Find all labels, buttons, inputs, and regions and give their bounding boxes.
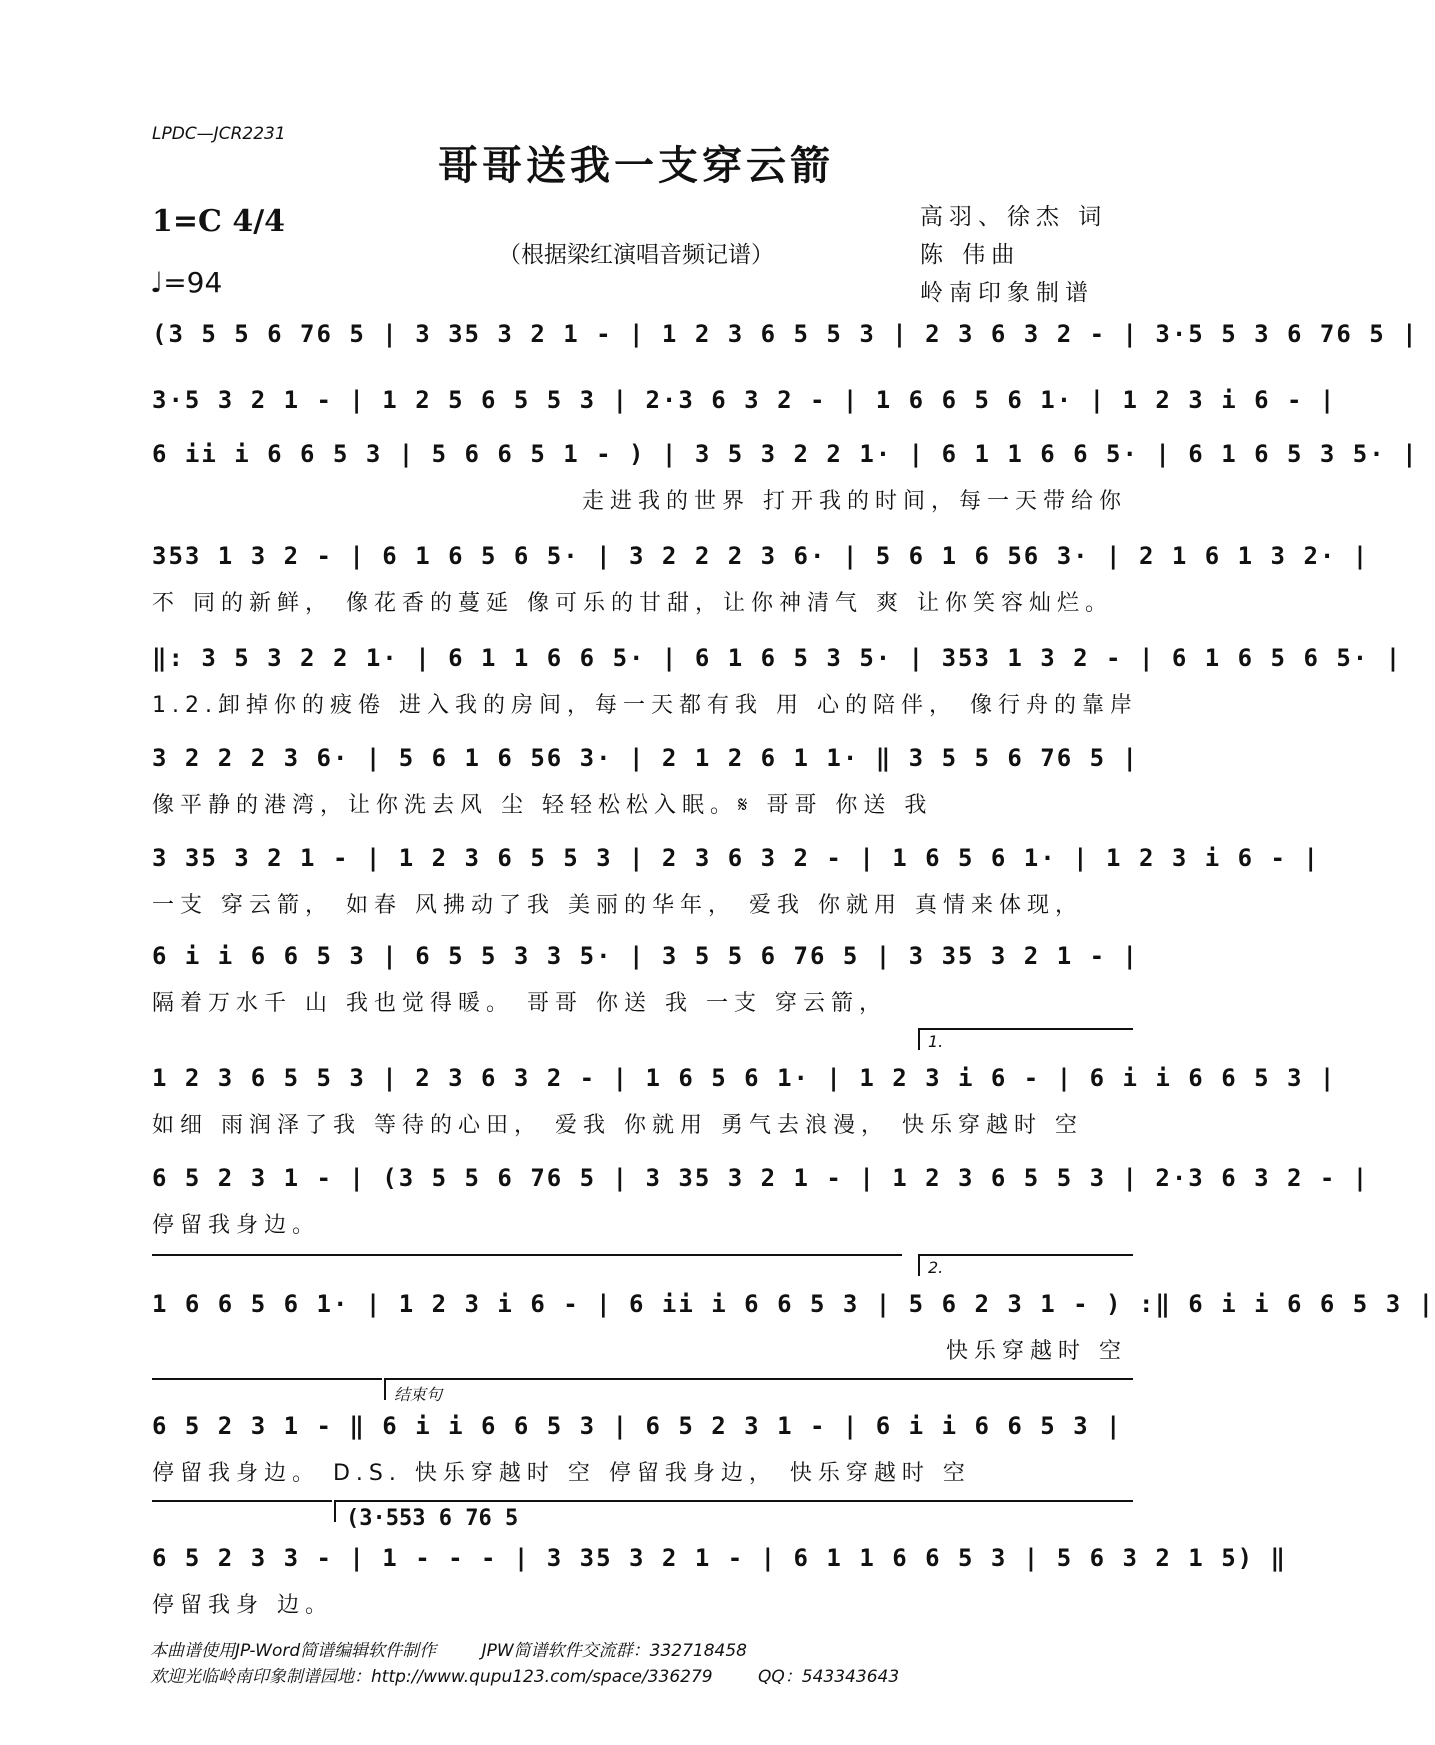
lyric-line: 停留我身边。 D.S. 快乐穿越时 空 停留我身边， 快乐穿越时 空 [152,1461,971,1486]
footer-line-2 [150,1662,899,1687]
notation-line: 6 i i 6 6 5 3 | 6 5 5 3 3 5· | 3 5 5 6 76 5 | 3 35 3 2 1 - | [152,942,1139,970]
lyric-line: 像平静的港湾，让你洗去风 尘 轻轻松松入眠。𝄋 哥哥 你送 我 [152,793,933,818]
notation-line: 3 35 3 2 1 - | 1 2 3 6 5 5 3 | 2 3 6 3 2 - | 1 6 5 6 1· | 1 2 3 i 6 - | [152,844,1320,872]
score-row-4 [152,542,1370,642]
notation-line: (3 5 5 6 76 5 | 3 35 3 2 1 - | 1 2 3 6 5 5 3 | 2 3 6 3 2 - | 3·5 5 3 6 76 5 | [152,320,1419,348]
footer-website: 欢迎光临岭南印象制谱园地：http://www.qupu123.com/space/336279 [150,1667,713,1687]
ossia-notes: (3·553 6 76 5 [346,1506,519,1531]
notation-line: 3 2 2 2 3 6· | 5 6 1 6 56 3· | 2 1 2 6 1 1· ‖ 3 5 5 6 76 5 | [152,744,1139,772]
score-row-10 [152,1164,1370,1264]
notation-line: 3·5 3 2 1 - | 1 2 5 6 5 5 3 | 2·3 6 3 2 - | 1 6 6 5 6 1· | 1 2 3 i 6 - | [152,386,1337,414]
footer-group: JPW简谱软件交流群：332718458 [481,1641,747,1661]
score-row-12 [152,1412,1127,1512]
notation-line: 6 5 2 3 1 - | (3 5 5 6 76 5 | 3 35 3 2 1 - | 1 2 3 6 5 5 3 | 2·3 6 3 2 - | [152,1164,1370,1192]
lyric-line: 如细 雨润泽了我 等待的心田， 爱我 你就用 勇气去浪漫， 快乐穿越时 空 [152,1113,1083,1138]
first-ending-bracket: 1. [918,1028,1133,1050]
score-row-9 [152,1064,1337,1164]
notation-line: 1 2 3 6 5 5 3 | 2 3 6 3 2 - | 1 6 5 6 1· | 1 2 3 i 6 - | 6 i i 6 6 5 3 | [152,1064,1337,1092]
score-row-11 [152,1290,1435,1390]
score-row-5 [152,644,1403,744]
lyric-line: 停留我身 边。 [152,1593,333,1618]
score-code: LPDC—JCR2231 [152,124,286,144]
footer-qq: QQ：543343643 [758,1667,900,1687]
coda-bracket: 结束句 [384,1378,1133,1400]
lyric-line: 隔着万水千 山 我也觉得暖。 哥哥 你送 我 一支 穿云箭， [152,991,887,1016]
lyricist: 高羽、徐杰 词 [920,204,1108,230]
lyric-line: 一支 穿云箭， 如春 风拂动了我 美丽的华年， 爱我 你就用 真情来体现， [152,893,1083,918]
tempo-marking: ♩=94 [150,266,223,299]
lyric-line: 走进我的世界 打开我的时间，每一天带给你 [582,489,1127,514]
page-title: 哥哥送我一支穿云箭 [438,142,834,189]
notation-line: 1 6 6 5 6 1· | 1 2 3 i 6 - | 6 ii i 6 6 5 3 | 5 6 2 3 1 - ) :‖ 6 i i 6 6 5 3 | [152,1290,1435,1318]
engraver: 岭南印象制谱 [920,280,1094,306]
footer-line-1 [150,1636,747,1661]
source-note: （根据梁红演唱音频记谱） [498,242,774,268]
staff-line [152,1500,332,1502]
notation-line: 6 ii i 6 6 5 3 | 5 6 6 5 1 - ) | 3 5 3 2 2 1· | 6 1 1 6 6 5· | 6 1 6 5 3 5· | [152,440,1419,468]
score-row-7 [152,844,1320,944]
notation-line: 353 1 3 2 - | 6 1 6 5 6 5· | 3 2 2 2 3 6· | 5 6 1 6 56 3· | 2 1 6 1 3 2· | [152,542,1370,570]
lyric-line: 1.2.卸掉你的疲倦 进入我的房间，每一天都有我 用 心的陪伴， 像行舟的靠岸 [152,693,1138,718]
notation-line: 6 5 2 3 3 - | 1 - - - | 3 35 3 2 1 - | 6 1 1 6 6 5 3 | 5 6 3 2 1 5) ‖ [152,1544,1287,1572]
lyric-line: 停留我身边。 [152,1213,321,1238]
footer-software: 本曲谱使用JP-Word简谱编辑软件制作 [150,1641,437,1661]
staff-line [152,1378,382,1380]
credits [920,198,1107,312]
composer: 陈 伟曲 [920,242,1021,268]
score-row-3 [152,440,1419,540]
key-signature: 1=C 4/4 [152,204,286,239]
score-row-6 [152,744,1139,844]
second-ending-bracket: 2. [918,1254,1133,1276]
lyric-line: 不 同的新鲜， 像花香的蔓延 像可乐的甘甜，让你神清气 爽 让你笑容灿烂。 [152,591,1113,616]
score-row-13 [152,1544,1287,1644]
score-row-8 [152,942,1139,1042]
notation-line: ‖: 3 5 3 2 2 1· | 6 1 1 6 6 5· | 6 1 6 5 3 5· | 353 1 3 2 - | 6 1 6 5 6 5· | [152,644,1403,672]
staff-line [152,1254,902,1256]
notation-line: 6 5 2 3 1 - ‖ 6 i i 6 6 5 3 | 6 5 2 3 1 - | 6 i i 6 6 5 3 | [152,1412,1123,1440]
lyric-line: 快乐穿越时 空 [946,1339,1127,1364]
